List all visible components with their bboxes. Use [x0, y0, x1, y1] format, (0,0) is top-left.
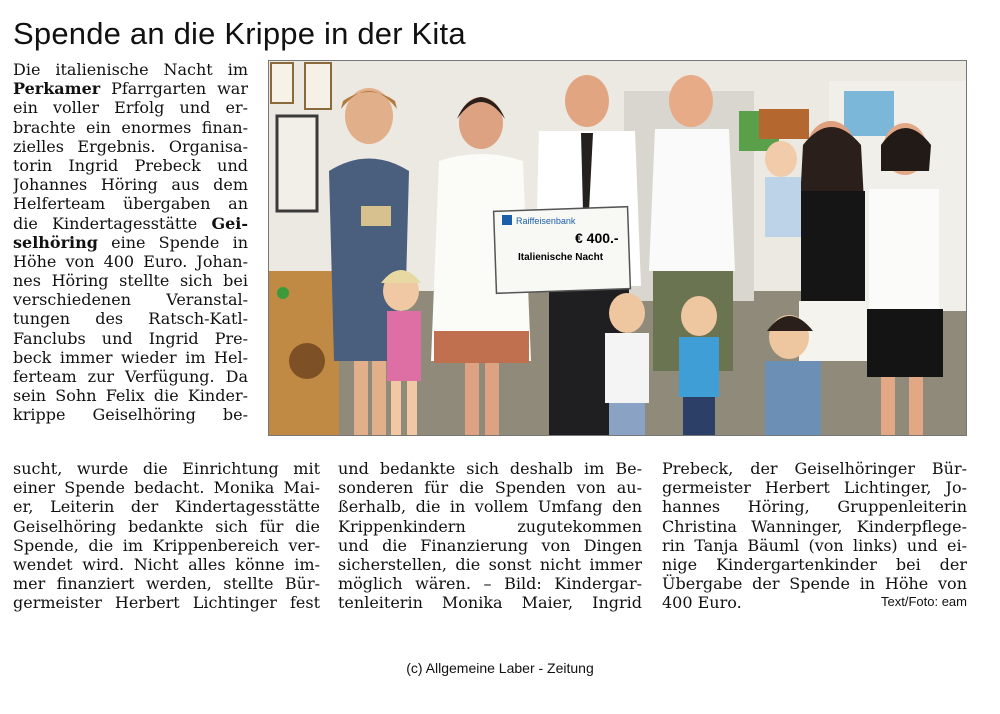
text-line [13, 98, 248, 117]
text-line [662, 555, 967, 574]
check-title: Italienische Nacht [518, 252, 604, 263]
text-run: Krippenkindern zugutekommen [338, 516, 642, 536]
text-run: Geiselhöring bedankte sich für die [13, 516, 320, 536]
text-line [662, 459, 967, 478]
text-line [13, 555, 320, 574]
text-run: mer finanziert werden, stellte Bür- [13, 574, 320, 594]
text-line [338, 497, 642, 516]
text-run: und die Finanzierung von Dingen [338, 535, 642, 555]
text-line [338, 574, 642, 593]
text-run: die Kindertagesstätte [13, 213, 212, 233]
text-run: sucht, wurde die Einrichtung mit [13, 459, 320, 478]
text-run: zielles Ergebnis. Organisa- [13, 136, 248, 156]
text-line [13, 405, 248, 424]
text-run: tenleiterin Monika Maier, Ingrid [338, 593, 642, 613]
text-line [13, 194, 248, 213]
text-line [13, 290, 248, 309]
text-line [13, 252, 248, 271]
text-line [662, 517, 967, 536]
text-line [13, 137, 248, 156]
text-run: wendet wird. Nicht alles könne im- [13, 554, 320, 574]
text-run: Höhe von 400 Euro. Johan- [13, 251, 248, 271]
check-bank: Raiffeisenbank [516, 216, 576, 226]
text-run: Helferteam übergaben an [13, 194, 248, 214]
text-run: sein Sohn Felix die Kinder- [13, 386, 248, 406]
text-line [662, 478, 967, 497]
text-line [662, 574, 967, 593]
text-run: ßerhalb, die in vollem Umfang den [338, 497, 642, 517]
text-line [13, 79, 248, 98]
text-run: sonderen für die Spenden von au- [338, 478, 642, 498]
text-line [13, 367, 248, 386]
text-line [13, 118, 248, 137]
text-line [13, 175, 248, 194]
text-line [13, 497, 320, 516]
text-run: rin Tanja Bäuml (von links) und ei- [662, 535, 967, 555]
text-line [13, 517, 320, 536]
article-column-1-top [13, 60, 248, 425]
text-run: Spende, die im Krippenbereich ver- [13, 535, 320, 555]
text-line [13, 233, 248, 252]
text-line [13, 348, 248, 367]
bold-text: Gei- [211, 213, 248, 233]
text-line [13, 574, 320, 593]
text-run: nige Kindergartenkinder bei der [662, 554, 967, 574]
text-line [662, 497, 967, 516]
text-line [662, 593, 967, 612]
text-run: Pfarrgarten war [100, 79, 248, 99]
text-run: brachte ein enormes finan- [13, 117, 248, 137]
text-line [338, 478, 642, 497]
text-line [338, 593, 642, 612]
text-run: germeister Herbert Lichtinger, Jo- [662, 478, 967, 498]
text-run: und bedankte sich deshalb im Be- [338, 459, 642, 478]
text-line [338, 517, 642, 536]
text-line [13, 271, 248, 290]
text-run: Prebeck, der Geiselhöringer Bür- [662, 459, 967, 478]
text-line [338, 555, 642, 574]
text-run: 400 Euro. [662, 593, 742, 613]
text-run: sicherstellen, die sonst nicht immer [338, 554, 642, 574]
copyright-notice: (c) Allgemeine Laber - Zeitung [406, 660, 594, 676]
text-line [13, 309, 248, 328]
text-run: nes Höring stellte sich bei [13, 271, 248, 291]
text-line [13, 60, 248, 79]
text-run: einer Spende bedacht. Monika Mai- [13, 478, 320, 498]
text-line [13, 593, 320, 612]
text-line [13, 156, 248, 175]
text-run: tungen des Ratsch-Katl- [13, 309, 248, 329]
text-line [13, 329, 248, 348]
text-line [13, 478, 320, 497]
text-run: Die italienische Nacht im [13, 60, 248, 79]
article-headline: Spende an die Krippe in der Kita [13, 16, 466, 51]
text-run: krippe Geiselhöring be- [13, 405, 248, 425]
text-run: eine Spende in [97, 232, 248, 252]
text-line [13, 214, 248, 233]
text-line [662, 536, 967, 555]
text-run: ein voller Erfolg und er- [13, 98, 248, 118]
text-run: Johannes Höring aus dem [13, 175, 248, 195]
bold-text: Perkamer [13, 79, 101, 99]
bold-text: selhöring [13, 232, 98, 252]
text-run: er, Leiterin der Kindertagesstätte [13, 497, 320, 517]
text-run: torin Ingrid Prebeck und [13, 155, 248, 175]
article-column-3 [662, 459, 967, 613]
text-run: Christina Wanninger, Kinderpflege- [662, 516, 967, 536]
text-line [13, 386, 248, 405]
text-run: beck immer wieder im Hel- [13, 347, 248, 367]
photo-credit: Text/Foto: eam [881, 594, 967, 610]
text-run: Übergabe der Spende in Höhe von [662, 574, 967, 594]
text-line [13, 459, 320, 478]
text-line [13, 536, 320, 555]
text-run: verschiedenen Veranstal- [13, 290, 248, 310]
text-run: germeister Herbert Lichtinger fest [13, 593, 320, 613]
article-column-1-bottom [13, 459, 320, 613]
text-run: hannes Höring, Gruppenleiterin [662, 497, 967, 517]
text-run: möglich wären. – Bild: Kindergar- [338, 574, 642, 594]
article-column-2 [338, 459, 642, 613]
text-line [338, 536, 642, 555]
text-run: Fanclubs und Ingrid Pre- [13, 328, 248, 348]
article-photo [268, 60, 967, 436]
text-run: ferteam zur Verfügung. Da [13, 367, 248, 386]
check-amount: € 400.- [575, 230, 619, 246]
text-line [338, 459, 642, 478]
